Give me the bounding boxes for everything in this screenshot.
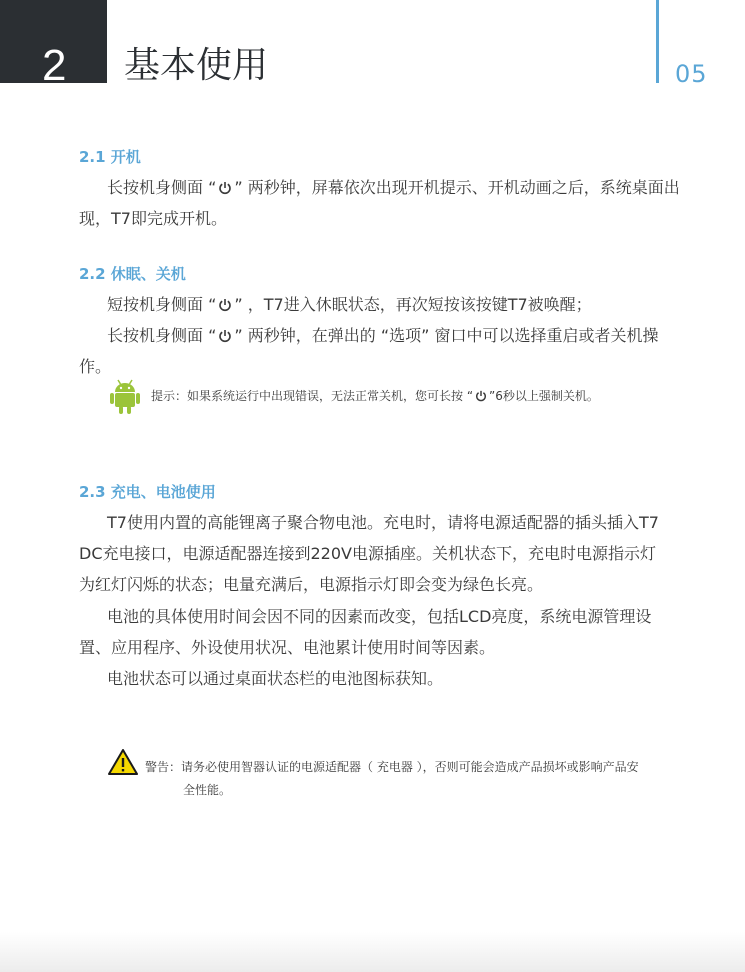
section-heading-sleep-shutdown: 2.2 休眠、关机 <box>79 265 186 283</box>
paragraph-power-on <box>79 172 699 234</box>
chapter-number: 2 <box>42 41 67 90</box>
paragraph-text: T7使用内置的高能锂离子聚合物电池。充电时，请将电源适配器的插头插入T7 DC充电接口，电源适配器连接到220V电源插座。关机状态下，充电时电源指示灯为红灯闪烁的状态；电量充满后，电源指示灯即会变为绿色长亮。 <box>79 513 659 594</box>
power-icon <box>218 329 232 343</box>
warning-line: 全性能。 <box>183 783 232 797</box>
paragraph-text: 长按机身侧面 “ <box>107 326 217 345</box>
paragraph-text: 长按机身侧面 “ <box>107 178 217 197</box>
paragraph-battery-status <box>79 663 699 694</box>
paragraph-text: ” ，T7进入休眠状态，再次短按该按键T7被唤醒； <box>234 295 592 314</box>
page-number: 05 <box>675 60 708 88</box>
warning-line: 警告：请务必使用智器认证的电源适配器（ 充电器 ），否则可能会造成产品损坏或影响产品安 <box>145 760 639 774</box>
section-heading-charging: 2.3 充电、电池使用 <box>79 483 216 501</box>
tip-text-part: ”6秒以上强制关机。 <box>489 389 599 403</box>
android-icon <box>109 379 141 415</box>
paragraph-text: 短按机身侧面 “ <box>107 295 217 314</box>
chapter-title: 基本使用 <box>124 45 269 86</box>
paragraph-text: ” 两秒钟，屏幕依次出现开机提示、开机动画之后，系统桌面出现，T7即完成开机。 <box>79 178 680 228</box>
tip-text <box>151 387 599 405</box>
warning-text <box>145 756 665 802</box>
paragraph-text: 电池的具体使用时间会因不同的因素而改变，包括LCD亮度，系统电源管理设置、应用程序、外设使用状况、电池累计使用时间等因素。 <box>79 607 652 657</box>
power-icon <box>475 390 487 402</box>
power-icon <box>218 298 232 312</box>
paragraph-text: 电池状态可以通过桌面状态栏的电池图标获知。 <box>107 669 444 688</box>
section-heading-power-on: 2.1 开机 <box>79 148 141 166</box>
paragraph-charging <box>79 507 669 600</box>
page-footer <box>0 932 745 972</box>
paragraph-shutdown <box>79 320 669 382</box>
tip-note <box>109 379 599 415</box>
warning-icon <box>107 748 139 776</box>
paragraph-battery-life <box>79 601 669 663</box>
paragraph-text: ” 两秒钟，在弹出的 “选项” 窗口中可以选择重启或者关机操作。 <box>79 326 659 376</box>
paragraph-sleep <box>79 289 699 320</box>
power-icon <box>218 181 232 195</box>
page-divider <box>656 0 659 83</box>
tip-text-part: 提示：如果系统运行中出现错误，无法正常关机，您可长按 “ <box>151 389 474 403</box>
